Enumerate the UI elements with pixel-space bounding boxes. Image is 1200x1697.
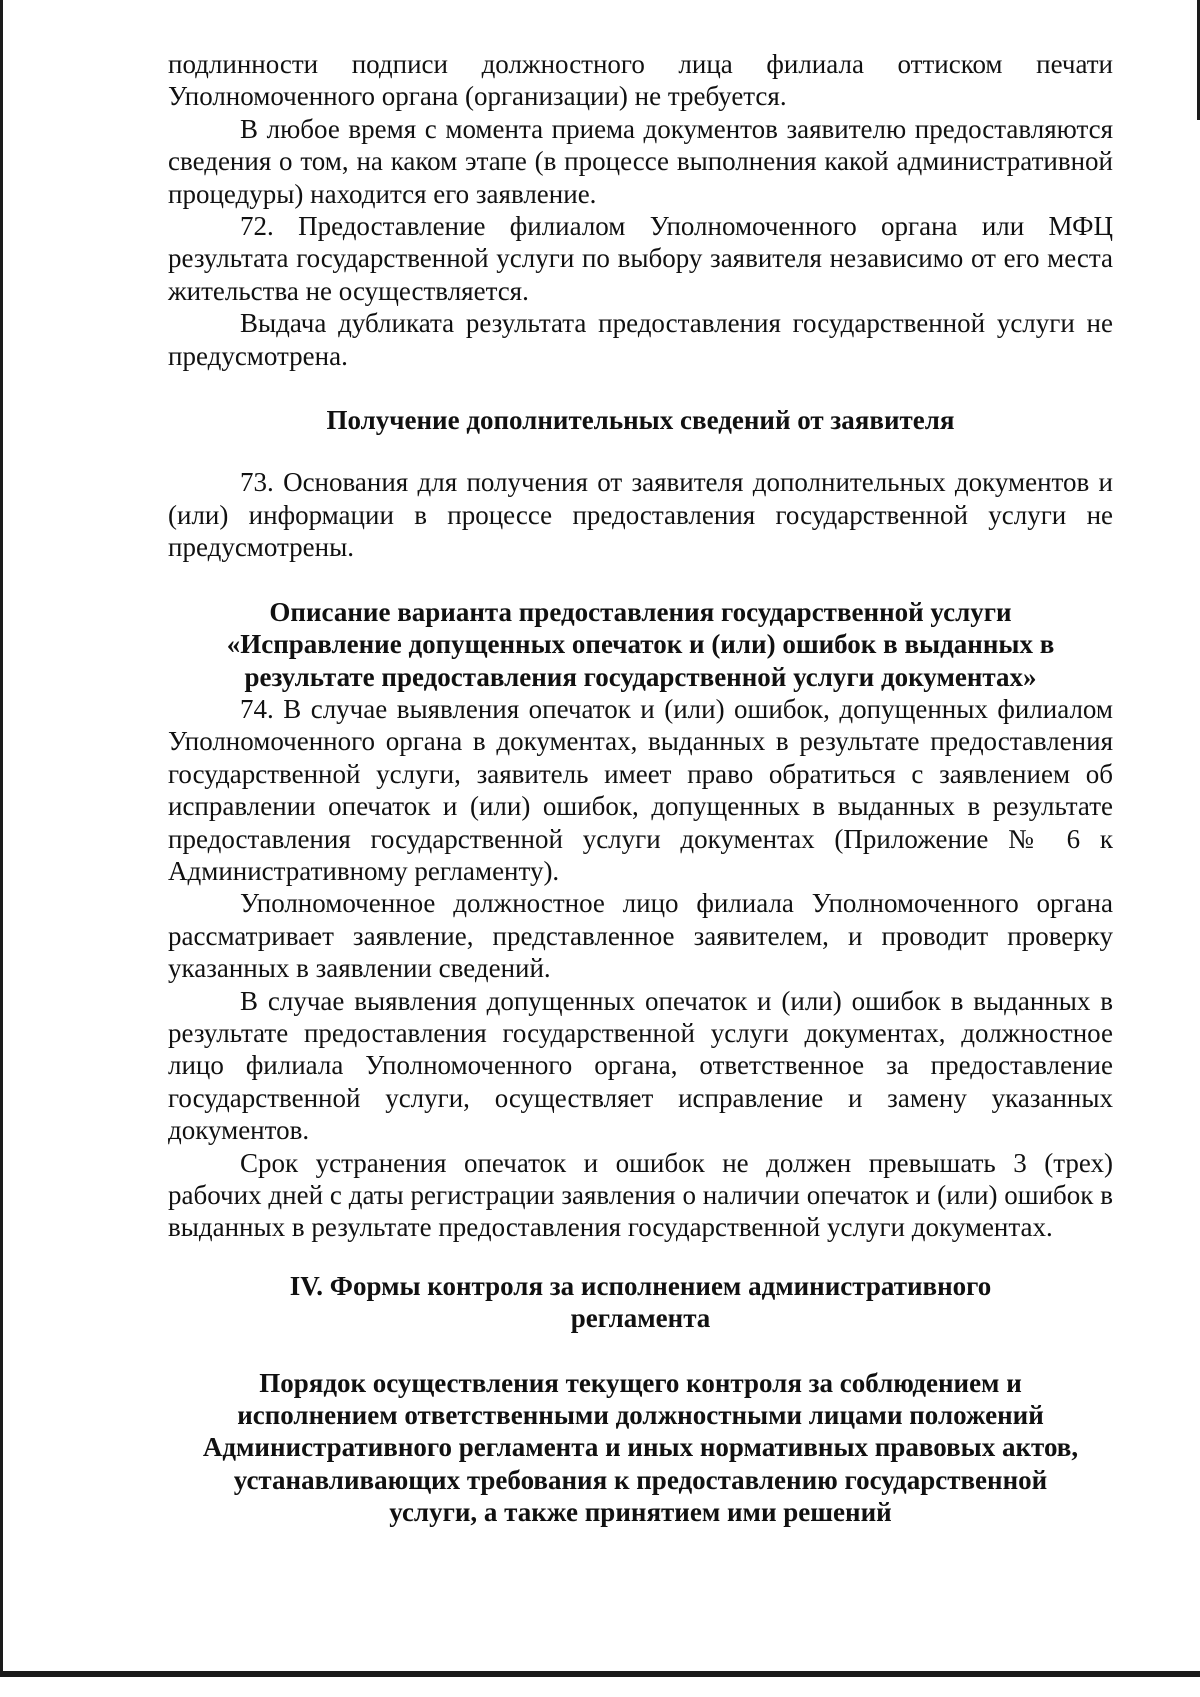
heading-control-line-5: услуги, а также принятием ими решений [389,1497,892,1528]
document-page [168,48,1113,1529]
scan-edge-left [0,0,3,1672]
heading-variant-line-1: Описание варианта предоставления государственной услуги [269,596,1012,627]
scan-edge-bottom [0,1671,1200,1677]
paragraph-review: Уполномоченное должностное лицо филиала Уполномоченного органа рассматривает заявление, представленное заявителем, и проводит проверку указанных в заявлении сведений. [168,888,1113,984]
heading-section-iv-line-1: IV. Формы контроля за исполнением административного [289,1270,992,1301]
paragraph-74: 74. В случае выявления опечаток и (или) ошибок, допущенных филиалом Уполномоченного органа в документах, выданных в результате предоставления государственной услуги, заявитель имеет право обратиться с заявлением об исправлении опечаток и (или) ошибок, допущенных в выданных в результате предоставления государственной услуги документах (Приложение № 6 к Административному регламенту). [168,693,1113,886]
heading-additional-info: Получение дополнительных сведений от заявителя [326,405,955,436]
paragraph-73: 73. Основания для получения от заявителя дополнительных документов и (или) информации в процессе предоставления государственной услуги не предусмотрены. [168,467,1113,563]
heading-control-line-3: Административного регламента и иных нормативных правовых актов, [202,1432,1079,1463]
heading-current-control [168,1367,1113,1529]
heading-section-iv-line-2: регламента [570,1303,711,1334]
heading-control-line-4: устанавливающих требования к предоставлению государственной [233,1464,1048,1495]
heading-variant-description [168,596,1113,693]
heading-variant-line-3: результате предоставления государственной услуги документах» [244,661,1037,692]
heading-control-line-2: исполнением ответственными должностными лицами положений [237,1400,1044,1431]
heading-control-line-1: Порядок осуществления текущего контроля за соблюдением и [259,1367,1022,1398]
heading-section-iv [168,1270,1113,1335]
paragraph-deadline: Срок устранения опечаток и ошибок не должен превышать 3 (трех) рабочих дней с даты регистрации заявления о наличии опечаток и (или) ошибок в выданных в результате предоставления государственной услуги документах. [168,1147,1113,1243]
paragraph-status-info: В любое время с момента приема документов заявителю предоставляются сведения о том, на каком этапе (в процессе выполнения какой административной процедуры) находится его заявление. [168,113,1113,209]
paragraph-72: 72. Предоставление филиалом Уполномоченного органа или МФЦ результата государственной услуги по выбору заявителя независимо от его места жительства не осуществляется. [168,211,1113,306]
paragraph-duplicate: Выдача дубликата результата предоставления государственной услуги не предусмотрена. [168,308,1113,371]
paragraph-correction: В случае выявления допущенных опечаток и (или) ошибок в выданных в результате предоставления государственной услуги документах, должностное лицо филиала Уполномоченного органа, ответственное за предоставление государственной услуги, осуществляет исправление и замену указанных документов. [168,985,1113,1146]
paragraph-signature-authenticity: подлинности подписи должностного лица филиала оттиском печати Уполномоченного органа (организации) не требуется. [168,49,1113,112]
heading-variant-line-2: «Исправление допущенных опечаток и (или) ошибок в выданных в [226,629,1055,660]
